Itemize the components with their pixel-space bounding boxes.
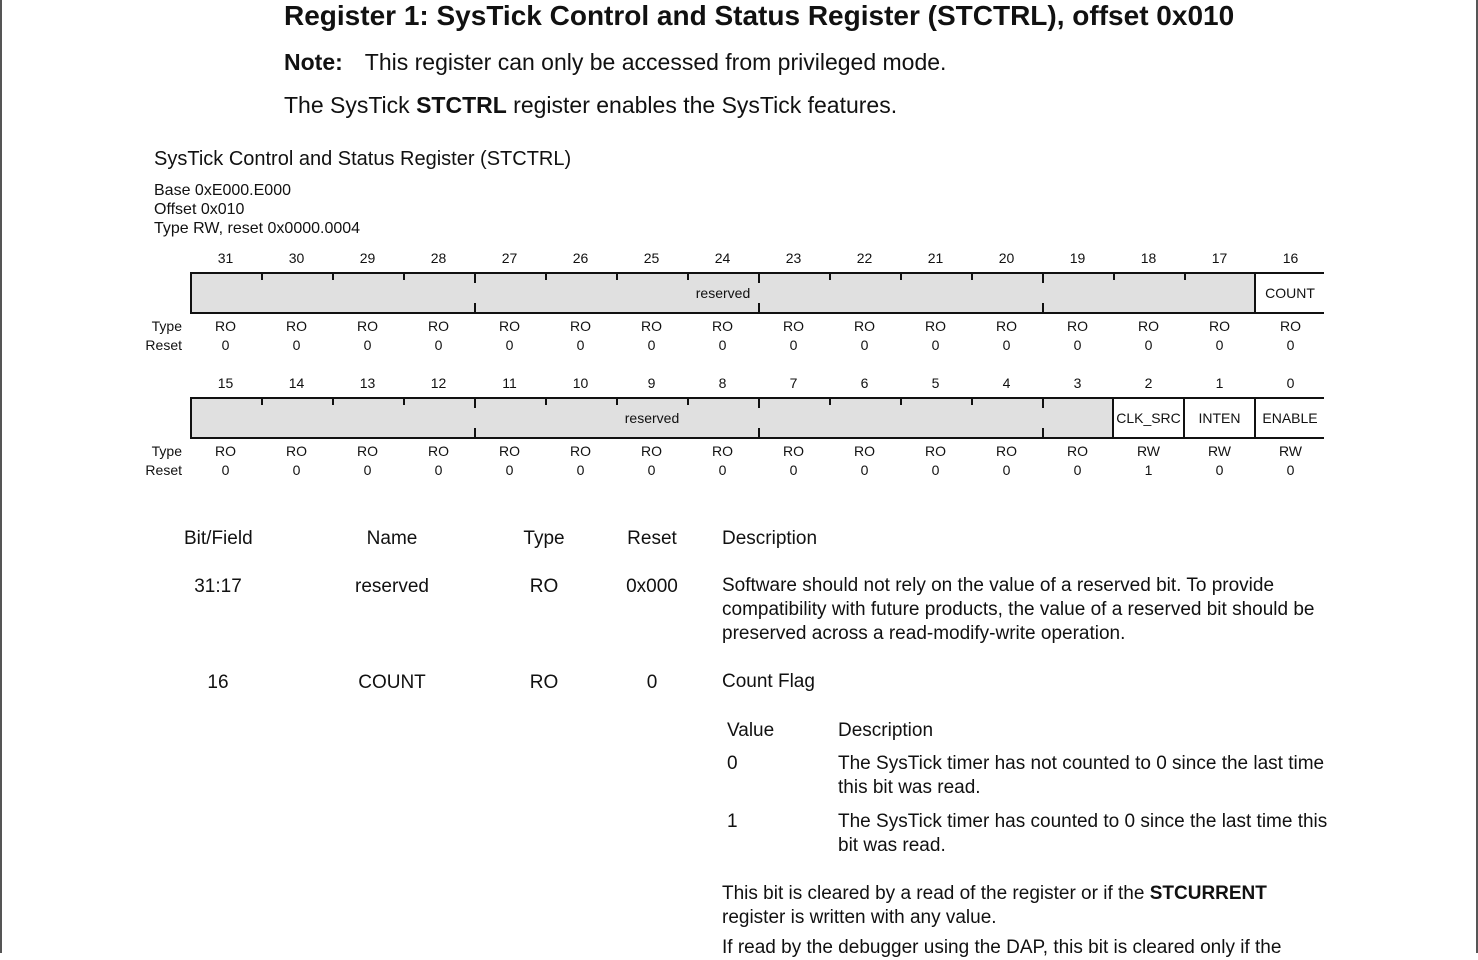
- upper-type-2: RO: [357, 318, 378, 334]
- bit-divider-tick: [687, 274, 689, 280]
- upper-reset-2: 0: [363, 337, 372, 353]
- lower-type-3: RO: [428, 443, 449, 459]
- bit-number-lower-0: 15: [217, 375, 234, 391]
- value-subheader: Value: [727, 720, 775, 741]
- lower-reserved-field: [192, 399, 1112, 437]
- upper-reserved-field: [192, 274, 1254, 312]
- page-left-border: [0, 0, 2, 953]
- lower-type-12: RO: [1067, 443, 1088, 459]
- intro-pre: The SysTick: [284, 92, 417, 118]
- bit-number-upper-4: 27: [501, 250, 518, 266]
- upper-type-11: RO: [996, 318, 1017, 334]
- row-count-description: Count Flag: [722, 671, 815, 692]
- intro-post: register enables the SysTick features.: [506, 92, 898, 118]
- bit-divider-tick: [261, 399, 263, 405]
- bit-number-upper-3: 28: [430, 250, 447, 266]
- lower-type-0: RO: [215, 443, 236, 459]
- lower-register-box: [190, 397, 1324, 439]
- clk-src-field-label: CLK_SRC: [1116, 410, 1181, 426]
- row-reserved-name: reserved: [355, 576, 429, 597]
- lower-reset-1: 0: [292, 462, 301, 478]
- col-header-name: Name: [366, 528, 418, 549]
- upper-type-4: RO: [499, 318, 520, 334]
- lower-type-7: RO: [712, 443, 733, 459]
- note-label: Note:: [284, 49, 343, 75]
- bit-number-lower-9: 6: [860, 375, 869, 391]
- upper-reset-14: 0: [1215, 337, 1224, 353]
- bit-divider-tick: [687, 399, 689, 405]
- lower-reset-4: 0: [505, 462, 514, 478]
- value-row-1-text: The SysTick timer has counted to 0 since the last time this bit was read.: [838, 811, 1328, 856]
- diagram-type-reset: Type RW, reset 0x0000.0004: [154, 220, 361, 237]
- bit-divider-tick: [1184, 274, 1186, 280]
- row-count-type: RO: [529, 672, 559, 693]
- note-text: This register can only be accessed from privileged mode.: [364, 49, 947, 75]
- bit-number-upper-2: 29: [359, 250, 376, 266]
- row-count-reset: 0: [646, 672, 658, 693]
- count-field-label: COUNT: [1265, 285, 1315, 301]
- lower-type-10: RO: [925, 443, 946, 459]
- value-row-1-value: 1: [727, 811, 738, 832]
- diagram-title: SysTick Control and Status Register (STCTRL): [154, 148, 572, 170]
- lower-reset-11: 0: [1002, 462, 1011, 478]
- count-field: [1254, 274, 1324, 312]
- bit-divider-tick: [474, 274, 476, 283]
- upper-reset-4: 0: [505, 337, 514, 353]
- bit-number-upper-8: 23: [785, 250, 802, 266]
- bit-number-lower-11: 4: [1002, 375, 1011, 391]
- bit-divider-tick: [900, 399, 902, 405]
- bit-number-upper-11: 20: [998, 250, 1015, 266]
- bit-number-lower-15: 0: [1286, 375, 1295, 391]
- bit-number-upper-12: 19: [1069, 250, 1086, 266]
- bit-divider-tick: [545, 274, 547, 280]
- upper-reset-9: 0: [860, 337, 869, 353]
- lower-reset-3: 0: [434, 462, 443, 478]
- lower-reset-10: 0: [931, 462, 940, 478]
- bit-number-upper-14: 17: [1211, 250, 1228, 266]
- upper-reserved-label: reserved: [695, 285, 751, 301]
- lower-reset-14: 0: [1215, 462, 1224, 478]
- inten-field: [1183, 399, 1254, 437]
- lower-type-1: RO: [286, 443, 307, 459]
- diagram-offset: Offset 0x010: [154, 201, 245, 218]
- bit-divider-tick: [545, 399, 547, 405]
- upper-reset-10: 0: [931, 337, 940, 353]
- bit-divider-tick: [403, 399, 405, 405]
- bit-number-lower-13: 2: [1144, 375, 1153, 391]
- upper-reset-0: 0: [221, 337, 230, 353]
- lower-type-2: RO: [357, 443, 378, 459]
- bit-number-lower-2: 13: [359, 375, 376, 391]
- bit-divider-tick: [758, 399, 760, 408]
- bit-number-upper-6: 25: [643, 250, 660, 266]
- lower-reset-7: 0: [718, 462, 727, 478]
- col-header-description: Description: [722, 528, 818, 549]
- diagram-base: Base 0xE000.E000: [154, 182, 291, 199]
- upper-reset-15: 0: [1286, 337, 1295, 353]
- bit-divider-tick: [758, 274, 760, 283]
- upper-type-1: RO: [286, 318, 307, 334]
- lower-reset-15: 0: [1286, 462, 1295, 478]
- upper-reset-11: 0: [1002, 337, 1011, 353]
- bit-divider-tick: [971, 274, 973, 280]
- lower-reset-12: 0: [1073, 462, 1082, 478]
- bit-divider-tick: [1042, 399, 1044, 408]
- lower-reset-9: 0: [860, 462, 869, 478]
- bit-number-lower-3: 12: [430, 375, 447, 391]
- bit-number-upper-1: 30: [288, 250, 305, 266]
- bit-number-upper-0: 31: [217, 250, 234, 266]
- bit-divider-tick: [758, 303, 760, 312]
- lower-type-15: RW: [1278, 443, 1303, 459]
- upper-type-6: RO: [641, 318, 662, 334]
- bit-divider-tick: [829, 274, 831, 280]
- upper-register-box: [190, 272, 1324, 314]
- upper-type-0: RO: [215, 318, 236, 334]
- col-header-reset: Reset: [627, 528, 677, 549]
- bit-number-upper-13: 18: [1140, 250, 1157, 266]
- inten-field-label: INTEN: [1198, 410, 1241, 426]
- upper-type-3: RO: [428, 318, 449, 334]
- bit-divider-tick: [1042, 428, 1044, 437]
- lower-reset-6: 0: [647, 462, 656, 478]
- lower-type-9: RO: [854, 443, 875, 459]
- upper-reset-6: 0: [647, 337, 656, 353]
- bit-divider-tick: [1042, 274, 1044, 283]
- enable-field-label: ENABLE: [1262, 410, 1318, 426]
- bit-number-upper-5: 26: [572, 250, 589, 266]
- upper-reset-7: 0: [718, 337, 727, 353]
- upper-type-15: RO: [1280, 318, 1301, 334]
- upper-type-12: RO: [1067, 318, 1088, 334]
- upper-reset-3: 0: [434, 337, 443, 353]
- bit-number-upper-15: 16: [1282, 250, 1299, 266]
- bit-divider-tick: [616, 399, 618, 405]
- privilege-note: [284, 49, 946, 76]
- lower-type-5: RO: [570, 443, 591, 459]
- upper-type-label: Type: [151, 318, 182, 334]
- bit-number-lower-8: 7: [789, 375, 798, 391]
- bit-number-lower-5: 10: [572, 375, 589, 391]
- lower-type-11: RO: [996, 443, 1017, 459]
- lower-reset-0: 0: [221, 462, 230, 478]
- upper-type-13: RO: [1138, 318, 1159, 334]
- row-reserved-description: Software should not rely on the value of a reserved bit. To provide compatibility with future products, the value of a reserved bit should be preserved across a read-modify-write operation.: [722, 575, 1315, 644]
- bit-divider-tick: [332, 399, 334, 405]
- lower-reset-13: 1: [1144, 462, 1153, 478]
- upper-reset-5: 0: [576, 337, 585, 353]
- row-count-bits: 16: [207, 672, 229, 693]
- row-reserved-type: RO: [529, 576, 559, 597]
- intro-sentence: [284, 92, 897, 119]
- bit-number-upper-7: 24: [714, 250, 731, 266]
- clk-src-field: [1112, 399, 1183, 437]
- upper-reset-13: 0: [1144, 337, 1153, 353]
- lower-type-13: RW: [1136, 443, 1161, 459]
- upper-reset-1: 0: [292, 337, 301, 353]
- value-row-0-value: 0: [727, 753, 738, 774]
- register-title: Register 1: SysTick Control and Status Register (STCTRL), offset 0x010: [284, 0, 1235, 31]
- row-reserved-bits: 31:17: [194, 576, 242, 597]
- bit-number-upper-9: 22: [856, 250, 873, 266]
- bit-divider-tick: [261, 274, 263, 280]
- lower-type-8: RO: [783, 443, 804, 459]
- bit-divider-tick: [971, 399, 973, 405]
- bit-divider-tick: [829, 399, 831, 405]
- count-clear-note: [722, 882, 1332, 930]
- bit-divider-tick: [616, 274, 618, 280]
- lower-type-4: RO: [499, 443, 520, 459]
- bit-divider-tick: [1042, 303, 1044, 312]
- value-description-subheader: Description: [838, 720, 934, 741]
- lower-reset-8: 0: [789, 462, 798, 478]
- col-header-type: Type: [523, 528, 565, 549]
- bit-number-upper-10: 21: [927, 250, 944, 266]
- count-clear-note-pre: This bit is cleared by a read of the register or if the: [722, 883, 1150, 904]
- upper-type-10: RO: [925, 318, 946, 334]
- stcurrent-register-name: STCURRENT: [1149, 883, 1267, 904]
- bit-divider-tick: [332, 274, 334, 280]
- bit-divider-tick: [758, 428, 760, 437]
- lower-reset-5: 0: [576, 462, 585, 478]
- upper-type-8: RO: [783, 318, 804, 334]
- bit-number-lower-10: 5: [931, 375, 940, 391]
- count-clear-note-post: register is written with any value.: [722, 907, 997, 928]
- upper-type-5: RO: [570, 318, 591, 334]
- row-reserved-reset: 0x000: [626, 576, 678, 597]
- bit-number-lower-7: 8: [718, 375, 727, 391]
- lower-type-14: RW: [1207, 443, 1232, 459]
- upper-reset-label: Reset: [145, 337, 182, 353]
- bit-number-lower-14: 1: [1215, 375, 1224, 391]
- upper-reset-12: 0: [1073, 337, 1082, 353]
- lower-type-label: Type: [151, 443, 182, 459]
- upper-type-9: RO: [854, 318, 875, 334]
- upper-type-7: RO: [712, 318, 733, 334]
- lower-reset-label: Reset: [145, 462, 182, 478]
- value-row-0-text: The SysTick timer has not counted to 0 since the last time this bit was read.: [838, 753, 1325, 798]
- lower-reserved-label: reserved: [624, 410, 680, 426]
- bit-divider-tick: [474, 399, 476, 408]
- col-header-bitfield: Bit/Field: [184, 528, 253, 549]
- bit-divider-tick: [1113, 274, 1115, 280]
- upper-reset-8: 0: [789, 337, 798, 353]
- bit-number-lower-1: 14: [288, 375, 305, 391]
- bit-divider-tick: [474, 303, 476, 312]
- lower-type-6: RO: [641, 443, 662, 459]
- count-debugger-note: If read by the debugger using the DAP, this bit is cleared only if the: [722, 937, 1282, 958]
- lower-reset-2: 0: [363, 462, 372, 478]
- intro-register-name: STCTRL: [416, 92, 507, 118]
- bit-divider-tick: [474, 428, 476, 437]
- bit-divider-tick: [900, 274, 902, 280]
- bit-number-lower-12: 3: [1073, 375, 1082, 391]
- bit-divider-tick: [403, 274, 405, 280]
- bit-number-lower-6: 9: [647, 375, 656, 391]
- enable-field: [1254, 399, 1324, 437]
- bit-number-lower-4: 11: [502, 375, 517, 391]
- row-count-name: COUNT: [358, 672, 426, 693]
- upper-type-14: RO: [1209, 318, 1230, 334]
